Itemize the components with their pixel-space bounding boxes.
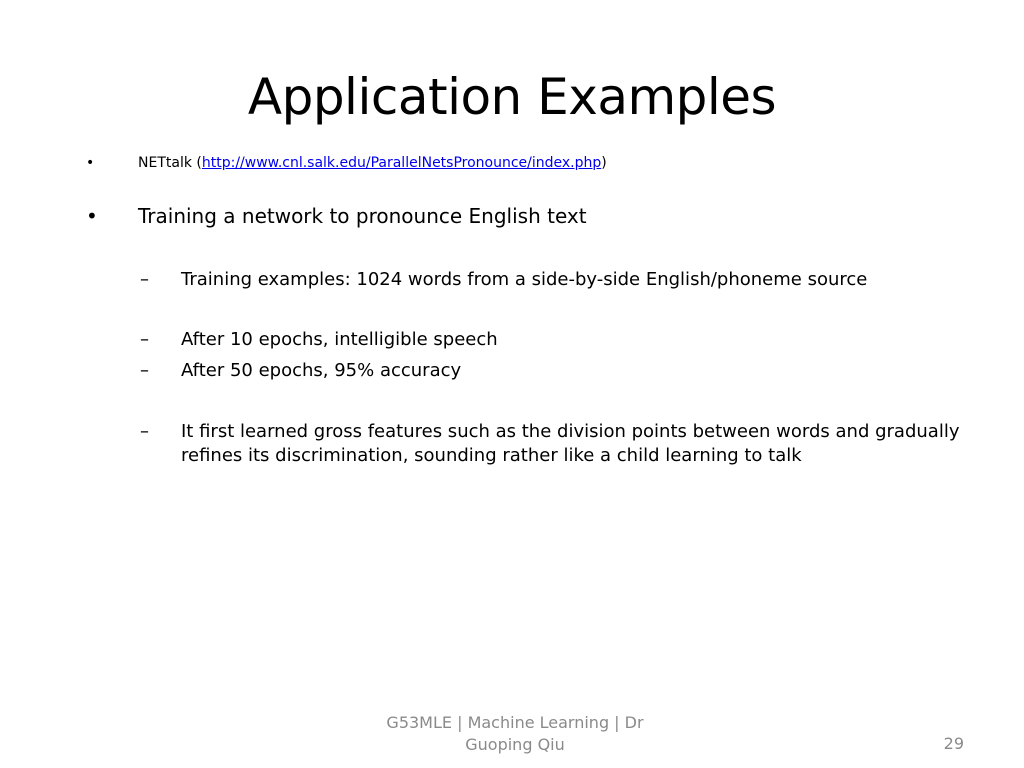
bullet-text (138, 153, 607, 173)
bullet-marker: • (86, 155, 95, 171)
page-number: 29 (943, 734, 964, 753)
sub-item-text: After 50 epochs, 95% accuracy (181, 360, 462, 381)
footer-line-1: G53MLE | Machine Learning | Dr (386, 713, 644, 732)
dash-marker: – (140, 329, 149, 350)
nettalk-suffix: ) (601, 155, 607, 171)
dash-marker: – (140, 360, 149, 381)
sub-item-text: Training examples: 1024 words from a side-by-side English/phoneme source (181, 269, 868, 290)
slide-title: Application Examples (247, 68, 777, 126)
nettalk-link[interactable]: http://www.cnl.salk.edu/ParallelNetsPronounce/index.php (201, 155, 602, 171)
slide-footer (345, 712, 685, 756)
footer-line-2: Guoping Qiu (465, 735, 565, 754)
bullet-text: Training a network to pronounce English text (138, 204, 587, 228)
dash-marker: – (140, 421, 149, 442)
bullet-marker: • (86, 204, 98, 228)
nettalk-prefix: NETtalk ( (138, 155, 202, 171)
sub-item-text: It first learned gross features such as the division points between words and gradually refines its discrimination, sounding rather like a child learning to talk (181, 421, 960, 466)
sub-item-text: After 10 epochs, intelligible speech (181, 329, 498, 350)
dash-marker: – (140, 269, 149, 290)
